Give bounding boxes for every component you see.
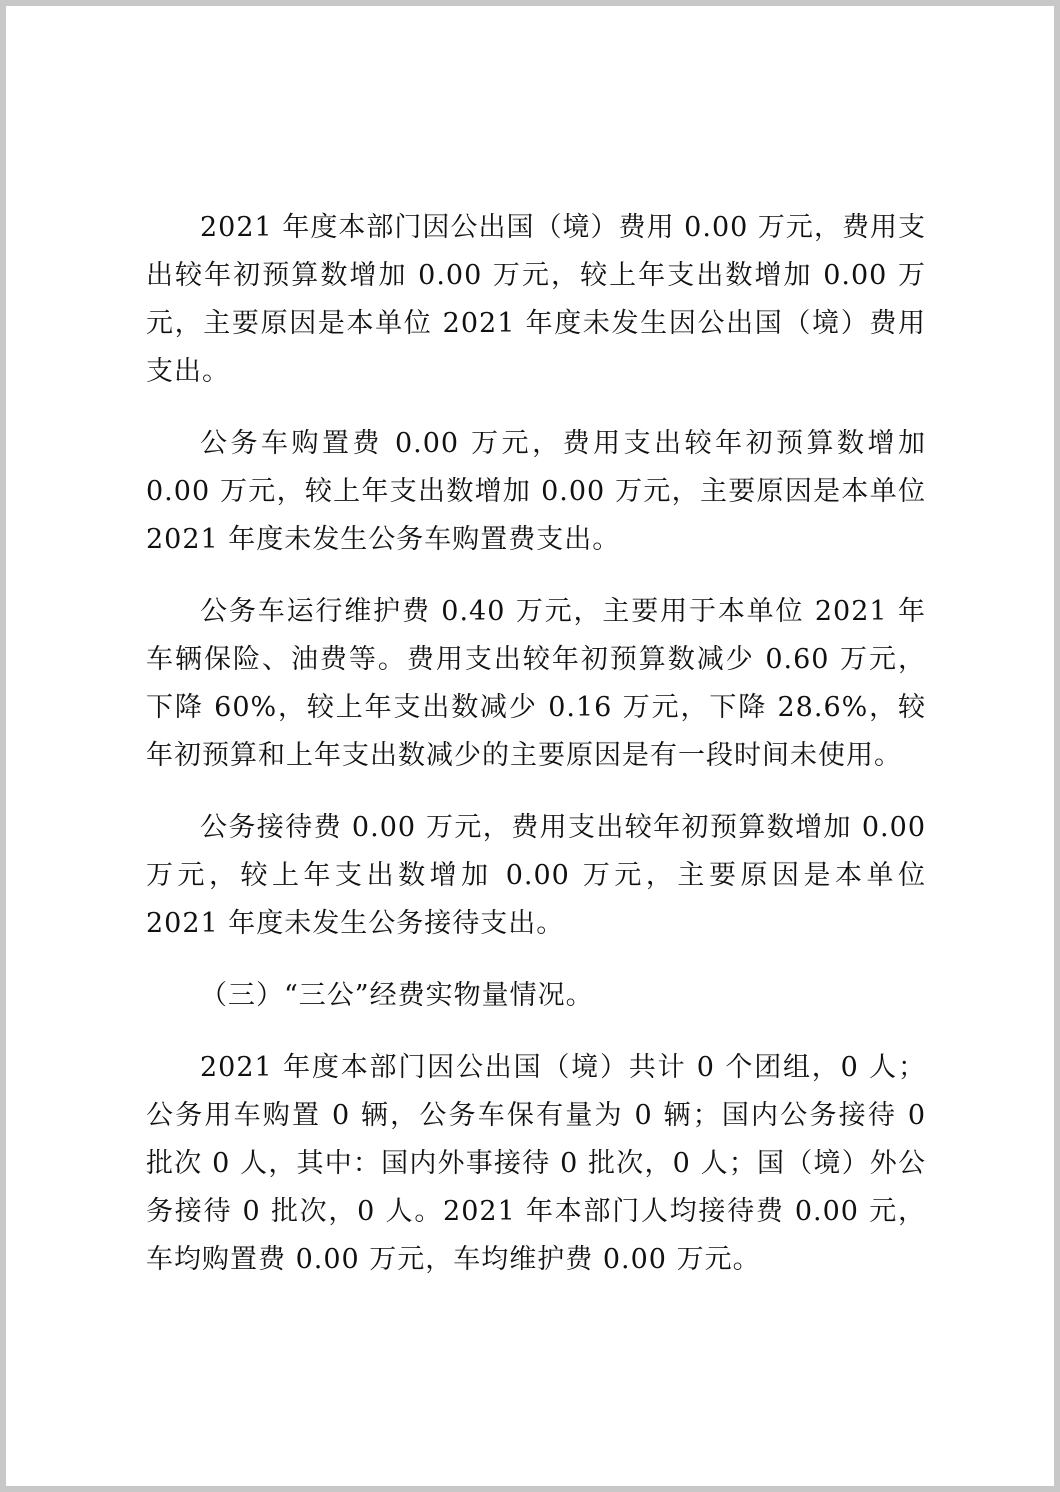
paragraph-physical-quantity: 2021 年度本部门因公出国（境）共计 0 个团组，0 人；公务用车购置 0 辆，公务车保有量为 0 辆；国内公务接待 0 批次 0 人，其中：国内外事接待 0 批次，0 人；国（境）外公务接待 0 批次，0 人。2021 年本部门人均接待费 0.00 元，车均购置费 0.00 万元，车均维护费 0.00 万元。 [146, 1052, 926, 1275]
paragraph-official-reception: 公务接待费 0.00 万元，费用支出较年初预算数增加 0.00 万元，较上年支出数增加 0.00 万元，主要原因是本单位 2021 年度未发生公务接待支出。 [146, 812, 926, 939]
document-body [146, 204, 926, 1308]
paragraph-vehicle-purchase: 公务车购置费 0.00 万元，费用支出较年初预算数增加 0.00 万元，较上年支出数增加 0.00 万元，主要原因是本单位 2021 年度未发生公务车购置费支出。 [146, 428, 926, 555]
section-heading: （三）“三公”经费实物量情况。 [200, 980, 594, 1011]
paragraph-vehicle-operation: 公务车运行维护费 0.40 万元，主要用于本单位 2021 年车辆保险、油费等。费用支出较年初预算数减少 0.60 万元，下降 60%，较上年支出数减少 0.16 万元，下降 28.6%，较年初预算和上年支出数减少的主要原因是有一段时间未使用。 [146, 596, 926, 771]
paragraph-overseas-travel: 2021 年度本部门因公出国（境）费用 0.00 万元，费用支出较年初预算数增加 0.00 万元，较上年支出数增加 0.00 万元，主要原因是本单位 2021 年度未发生因公出国（境）费用支出。 [146, 212, 926, 387]
